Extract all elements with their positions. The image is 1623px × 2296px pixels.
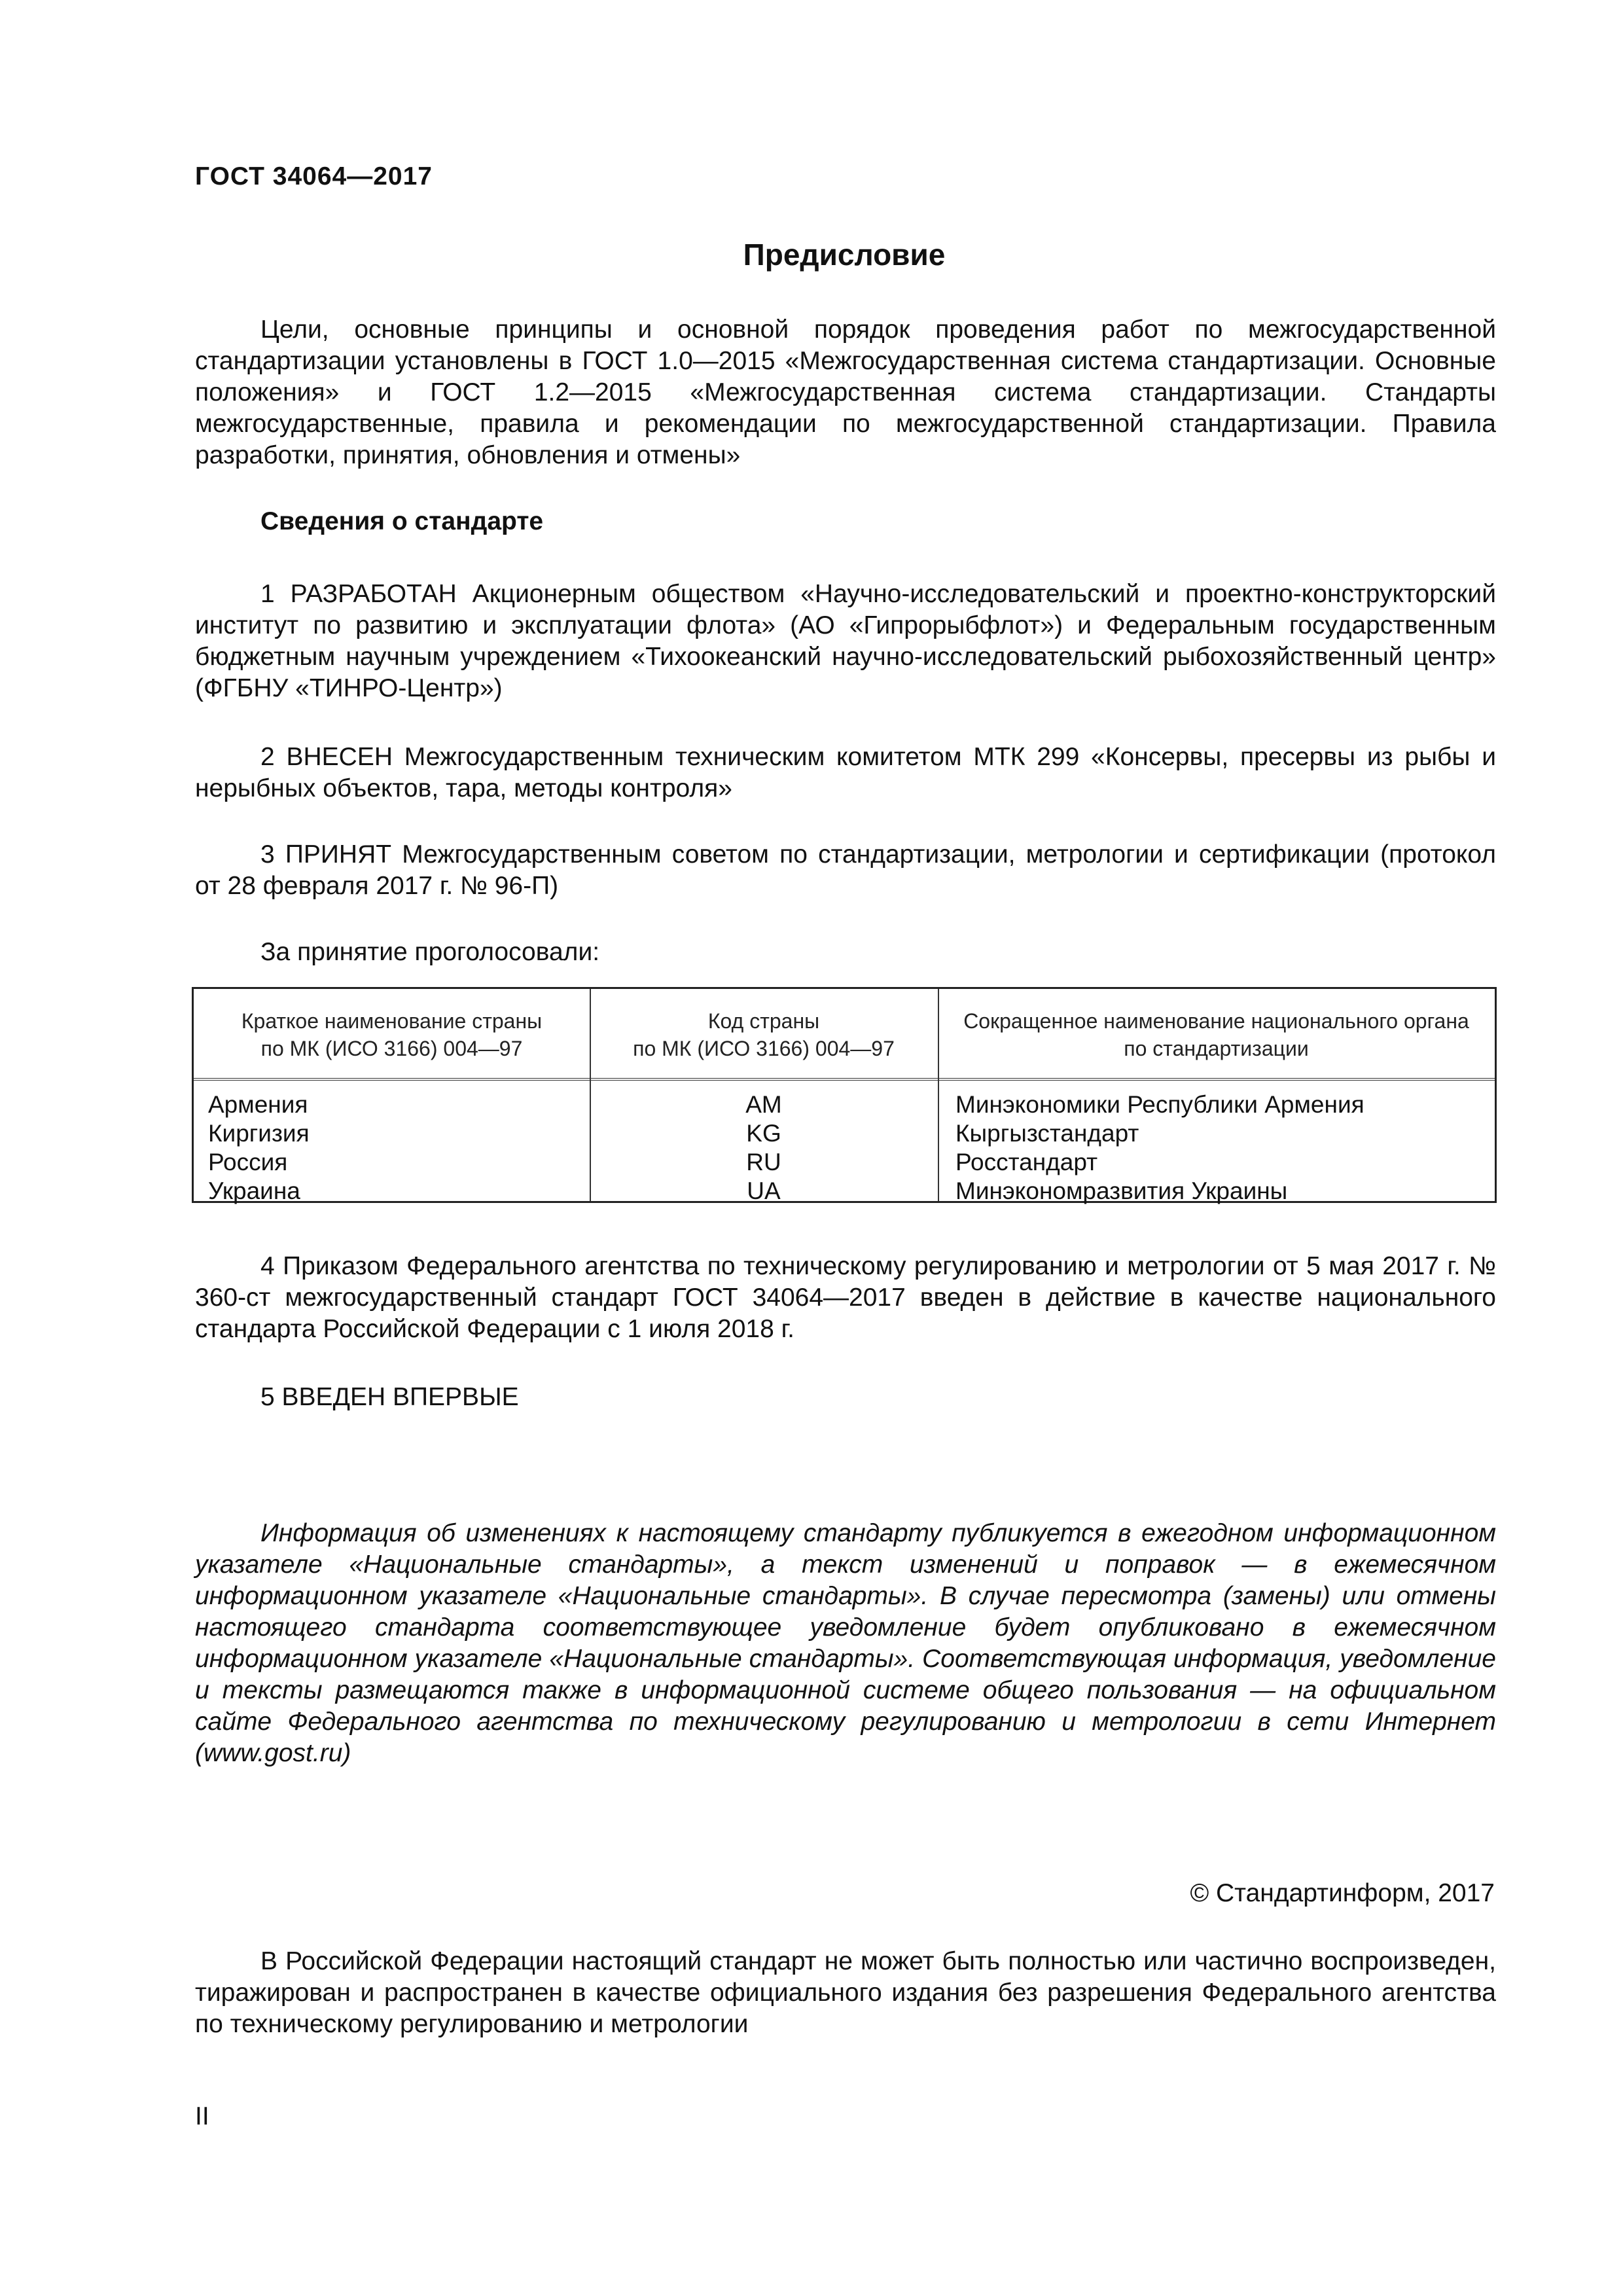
- changes-info-paragraph: Информация об изменениях к настоящему стандарту публикуется в ежегодном информационном указателе «Национальные стандарты», а текст изменений и поправок — в ежемесячном информационном указателе «Национальные стандарты». В случае пересмотра (замены) или отмены настоящего стандарта соответствующее уведомление будет опубликовано в ежемесячном информационном указателе «Национальные стандарты». Соответствующая информация, уведомление и тексты размещаются также в информационной системе общего пользования — на официальном сайте Федерального агентства по техническому регулированию и метрологии в сети Интернет (www.gost.ru): [195, 1519, 1496, 1767]
- vote-table: [192, 987, 1497, 1203]
- document-code: ГОСТ 34064—2017: [195, 162, 433, 190]
- item-4-order: 4 Приказом Федерального агентства по техническому регулированию и метрологии от 5 мая 2017 г. № 360-ст межгосударственный стандарт ГОСТ 34064—2017 введен в действие в качестве национального стандарта Российской Федерации с 1 июля 2018 г.: [195, 1252, 1496, 1343]
- table-cell: Украина: [208, 1177, 300, 1204]
- table-cell: Армения: [208, 1091, 308, 1118]
- table-header-body: Сокращенное наименование национального органа по стандартизации: [963, 1009, 1469, 1060]
- vote-label: За принятие проголосовали:: [260, 938, 600, 966]
- table-cell: RU: [746, 1149, 781, 1175]
- table-column-body: [955, 1090, 1364, 1206]
- table-header-country: Краткое наименование страны по МК (ИСО 3166) 004—97: [241, 1009, 543, 1060]
- intro-paragraph: Цели, основные принципы и основной порядок проведения работ по межгосударственной стандартизации установлены в ГОСТ 1.0—2015 «Межгосударственная система стандартизации. Основные положения» и ГОСТ 1.2—2015 «Межгосударственная система стандартизации. Стандарты межгосударственные, правила и рекомендации по межгосударственной стандартизации. Правила разработки, принятия, обновления и отмены»: [195, 315, 1496, 469]
- table-column-code: [590, 1090, 938, 1206]
- table-cell: AM: [745, 1091, 782, 1118]
- table-cell: Росстандарт: [955, 1149, 1098, 1175]
- table-column-country: [208, 1090, 310, 1206]
- table-cell: KG: [746, 1120, 781, 1147]
- page-number: II: [195, 2102, 209, 2130]
- copyright-notice: © Стандартинформ, 2017: [1190, 1879, 1495, 1907]
- section-heading: Сведения о стандарте: [260, 507, 544, 535]
- item-5-first-introduced: 5 ВВЕДЕН ВПЕРВЫЕ: [260, 1383, 519, 1411]
- table-cell: Россия: [208, 1149, 288, 1175]
- table-header-code: Код страны по МК (ИСО 3166) 004—97: [633, 1009, 895, 1060]
- table-cell: UA: [747, 1177, 781, 1204]
- page-title: Предисловие: [743, 238, 946, 272]
- table-cell: Минэкономразвития Украины: [955, 1177, 1288, 1204]
- item-1-developed: 1 РАЗРАБОТАН Акционерным обществом «Научно-исследовательский и проектно-конструкторский институт по развитию и эксплуатации флота» (АО «Гипрорыбфлот») и Федеральным государственным бюджетным научным учреждением «Тихоокеанский научно-исследовательский рыбохозяйственный центр» (ФГБНУ «ТИНРО-Центр»): [195, 580, 1496, 702]
- table-cell: Киргизия: [208, 1120, 310, 1147]
- item-3-adopted: 3 ПРИНЯТ Межгосударственным советом по стандартизации, метрологии и сертификации (протокол от 28 февраля 2017 г. № 96-П): [195, 840, 1496, 900]
- table-header-rule: [194, 1078, 1495, 1081]
- table-cell: Кыргызстандарт: [955, 1120, 1139, 1147]
- reproduction-notice: В Российской Федерации настоящий стандарт не может быть полностью или частично воспроизведен, тиражирован и распространен в качестве официального издания без разрешения Федерального агентства по техническому регулированию и метрологии: [195, 1947, 1496, 2038]
- item-2-submitted: 2 ВНЕСЕН Межгосударственным техническим комитетом МТК 299 «Консервы, пресервы из рыбы и нерыбных объектов, тара, методы контроля»: [195, 743, 1496, 802]
- table-cell: Минэкономики Республики Армения: [955, 1091, 1364, 1118]
